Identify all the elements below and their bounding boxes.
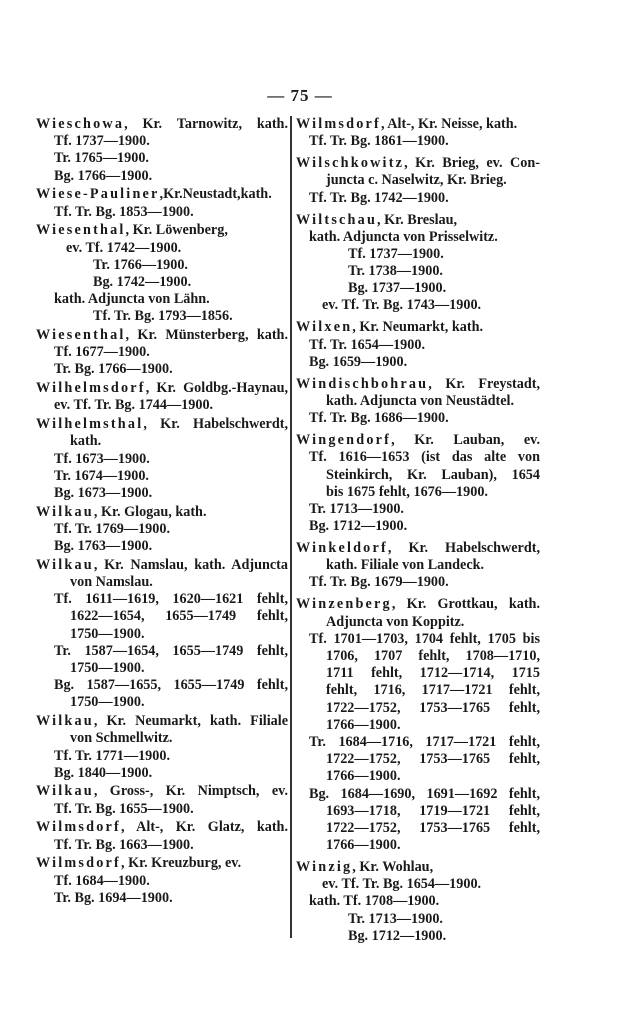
register-line: Bg. 1587—1655, 1655—1749 fehlt,: [54, 677, 288, 694]
register-line: Adjuncta von Koppitz.: [326, 613, 465, 630]
entry: [36, 416, 288, 502]
place-name: Winzig: [296, 859, 353, 876]
entry: [36, 855, 288, 907]
register-line: von Namslau.: [70, 574, 153, 591]
entry-heading: [296, 116, 540, 133]
entry-heading: [296, 596, 540, 613]
register-line: Bg. 1659—1900.: [309, 353, 408, 370]
register-line: kath. Filiale von Landeck.: [326, 557, 485, 574]
register-line: Tr. 1674—1900.: [54, 467, 149, 484]
register-line: Tf. 1673—1900.: [54, 450, 150, 467]
place-details: , Kr. Wohlau,: [352, 859, 434, 876]
register-line: Tr. 1587—1654, 1655—1749 fehlt,: [54, 642, 288, 659]
register-line: Tr. 1684—1716, 1717—1721 fehlt,: [309, 733, 540, 750]
place-name: Wilxen: [296, 319, 353, 336]
entry-heading: [36, 819, 288, 836]
register-line: 1722—1752, 1753—1765 fehlt,: [326, 819, 540, 836]
place-details: , Kr. Breslau,: [377, 211, 458, 228]
register-line: bis 1675 fehlt, 1676—1900.: [326, 483, 488, 500]
register-line: Tf. Tr. Bg. 1663—1900.: [54, 836, 194, 853]
entry: [296, 376, 540, 428]
entry-heading: [296, 212, 540, 229]
place-details: , Alt-, Kr. Glatz, kath.: [120, 819, 288, 836]
register-line: Bg. 1673—1900.: [54, 484, 153, 501]
register-line: 1766—1900.: [326, 716, 401, 733]
place-name: Windischbohrau: [296, 375, 429, 392]
place-details: , Kr. Grottkau, kath.: [391, 596, 540, 613]
register-line: Tr. Bg. 1694—1900.: [54, 889, 173, 906]
place-name: Wilhelmsthal: [36, 416, 144, 433]
register-line: Bg. 1712—1900.: [348, 927, 447, 944]
entry-heading: [36, 380, 288, 397]
entry: [296, 859, 540, 945]
register-line: Tr. 1766—1900.: [93, 256, 188, 273]
place-name: Wiesenthal: [36, 327, 126, 344]
register-line: Tr. Bg. 1766—1900.: [54, 361, 173, 378]
register-line: Tr. 1765—1900.: [54, 150, 149, 167]
left-column: [36, 116, 288, 909]
place-name: Wiesenthal: [36, 222, 126, 239]
entry-heading: [36, 783, 288, 800]
entry: [36, 116, 288, 185]
entry-heading: [296, 432, 540, 449]
entry-heading: [36, 327, 288, 344]
register-line: Bg. 1763—1900.: [54, 538, 153, 555]
entry-heading: [296, 155, 540, 172]
register-line: Bg. 1737—1900.: [348, 280, 447, 297]
register-line: ev. Tf. Tr. Bg. 1743—1900.: [322, 297, 482, 314]
place-details: , Gross-, Kr. Nimptsch, ev.: [93, 783, 288, 800]
register-line: Tf. 1684—1900.: [54, 872, 150, 889]
place-details: , Kr. Tarnowitz, kath.: [124, 116, 288, 132]
place-name: Winzenberg: [296, 596, 392, 613]
entry-heading: [296, 319, 540, 336]
entry-heading: [296, 859, 540, 876]
place-name: Wilkau: [36, 503, 94, 520]
register-line: 1750—1900.: [70, 659, 145, 676]
register-line: kath. Adjuncta von Lähn.: [54, 291, 210, 308]
place-name: Wilmsdorf: [296, 116, 381, 132]
register-line: 1711 fehlt, 1712—1714, 1715: [326, 665, 540, 682]
register-line: Tf. 1701—1703, 1704 fehlt, 1705 bis: [309, 630, 540, 647]
register-line: Tf. Tr. 1769—1900.: [54, 520, 171, 537]
place-details: , Kr. Kreuzburg, ev.: [120, 855, 242, 872]
register-line: fehlt, 1716, 1717—1721 fehlt,: [326, 682, 540, 699]
entry: [296, 155, 540, 207]
entry-heading: [36, 504, 288, 521]
register-line: 1622—1654, 1655—1749 fehlt,: [70, 608, 288, 625]
entry: [296, 319, 540, 371]
place-name: Wieschowa: [36, 116, 125, 132]
place-details: , Kr. Goldbg.-Haynau,: [145, 380, 288, 397]
place-name: Wiese-Pauliner: [36, 186, 160, 203]
register-line: 1766—1900.: [326, 768, 401, 785]
column-divider: [290, 116, 292, 938]
place-name: Wilkau: [36, 556, 94, 573]
place-details: , Kr. Freystadt,: [428, 375, 540, 392]
place-name: Wiltschau: [296, 211, 378, 228]
place-details: , Kr. Lauban, ev.: [391, 432, 540, 449]
register-line: Tr. 1713—1900.: [309, 500, 404, 517]
register-line: kath. Adjuncta von Prisselwitz.: [309, 228, 498, 245]
place-details: , Kr. Habelschwerdt,: [387, 540, 540, 557]
register-line: von Schmellwitz.: [70, 730, 173, 747]
register-line: 1722—1752, 1753—1765 fehlt,: [326, 699, 540, 716]
entry: [36, 186, 288, 220]
register-line: Tf. Tr. Bg. 1679—1900.: [309, 574, 449, 591]
entry-heading: [36, 416, 288, 433]
register-line: Tf. 1616—1653 (ist das alte von: [309, 449, 540, 466]
register-line: Tr. 1713—1900.: [348, 910, 443, 927]
register-line: Tf. Tr. Bg. 1742—1900.: [309, 189, 449, 206]
place-name: Winkeldorf: [296, 540, 388, 557]
entry: [296, 596, 540, 854]
place-details: , Kr. Neumarkt, kath.: [352, 319, 484, 336]
entry-heading: [36, 222, 288, 239]
entry-heading: [36, 116, 288, 133]
entry: [36, 819, 288, 853]
place-name: Wilhelmsdorf: [36, 380, 146, 397]
register-line: ev. Tf. Tr. Bg. 1654—1900.: [322, 876, 482, 893]
entry-heading: [36, 855, 288, 872]
register-line: kath. Tf. 1708—1900.: [309, 893, 440, 910]
register-line: Bg. 1712—1900.: [309, 518, 408, 535]
register-line: Bg. 1684—1690, 1691—1692 fehlt,: [309, 785, 540, 802]
entry: [296, 432, 540, 535]
register-line: Bg. 1766—1900.: [54, 167, 153, 184]
entry: [296, 540, 540, 592]
entry-heading: [36, 713, 288, 730]
register-line: ev. Tf. Tr. Bg. 1744—1900.: [54, 397, 214, 414]
register-line: Tf. Tr. Bg. 1686—1900.: [309, 410, 449, 427]
place-details: , Kr. Münsterberg, kath.: [125, 327, 288, 344]
place-details: ,Kr.Neustadt,kath.: [159, 186, 272, 203]
register-line: Tf. Tr. Bg. 1655—1900.: [54, 800, 194, 817]
place-details: , Alt-, Kr. Neisse, kath.: [380, 116, 518, 132]
register-line: ev. Tf. 1742—1900.: [66, 239, 182, 256]
register-line: Tf. 1737—1900.: [54, 133, 150, 150]
register-line: Bg. 1840—1900.: [54, 764, 153, 781]
entry: [36, 222, 288, 325]
register-line: juncta c. Naselwitz, Kr. Brieg.: [326, 172, 507, 189]
register-line: 1750—1900.: [70, 625, 145, 642]
place-details: , Kr. Neumarkt, kath. Filiale: [93, 713, 288, 730]
register-line: 1722—1752, 1753—1765 fehlt,: [326, 751, 540, 768]
register-line: Tf. Tr. 1771—1900.: [54, 747, 171, 764]
place-name: Wilmsdorf: [36, 819, 121, 836]
register-line: Tf. 1611—1619, 1620—1621 fehlt,: [54, 591, 288, 608]
register-line: Tf. 1737—1900.: [348, 245, 444, 262]
place-details: , Kr. Brieg, ev. Con-: [404, 155, 540, 172]
place-name: Wingendorf: [296, 432, 392, 449]
register-line: Tr. 1738—1900.: [348, 263, 443, 280]
entry: [36, 557, 288, 712]
register-line: kath. Adjuncta von Neustädtel.: [326, 393, 515, 409]
register-line: Steinkirch, Kr. Lauban), 1654: [326, 466, 540, 483]
entry-heading: [36, 186, 288, 203]
place-name: Wilkau: [36, 783, 94, 800]
register-line: 1766—1900.: [326, 837, 401, 854]
register-line: Tf. Tr. 1654—1900.: [309, 336, 426, 353]
place-details: , Kr. Löwenberg,: [125, 222, 228, 239]
place-details: , Kr. Namslau, kath. Adjuncta: [93, 556, 288, 573]
page-number: — 75 —: [267, 86, 333, 105]
register-line: Bg. 1742—1900.: [93, 273, 192, 290]
place-name: Wilschkowitz: [296, 155, 405, 172]
entry-heading: [36, 557, 288, 574]
register-line: kath.: [70, 433, 102, 450]
register-line: 1706, 1707 fehlt, 1708—1710,: [326, 648, 540, 665]
place-details: , Kr. Habelschwerdt,: [143, 416, 288, 433]
entry: [36, 327, 288, 379]
entry: [36, 783, 288, 817]
entry-heading: [296, 376, 540, 393]
place-name: Wilmsdorf: [36, 855, 121, 872]
entry: [36, 713, 288, 782]
register-line: Tf. Tr. Bg. 1793—1856.: [93, 308, 233, 325]
entry-heading: [296, 540, 540, 557]
right-column: [296, 116, 540, 950]
entry: [296, 116, 540, 150]
register-line: 1693—1718, 1719—1721 fehlt,: [326, 802, 540, 819]
register-line: 1750—1900.: [70, 694, 145, 711]
entry: [296, 212, 540, 315]
place-details: , Kr. Glogau, kath.: [93, 503, 207, 520]
register-line: Tf. Tr. Bg. 1861—1900.: [309, 133, 449, 150]
entry: [36, 380, 288, 414]
place-name: Wilkau: [36, 713, 94, 730]
entry: [36, 504, 288, 556]
register-line: Tf. 1677—1900.: [54, 344, 150, 361]
register-line: Tf. Tr. Bg. 1853—1900.: [54, 203, 194, 220]
